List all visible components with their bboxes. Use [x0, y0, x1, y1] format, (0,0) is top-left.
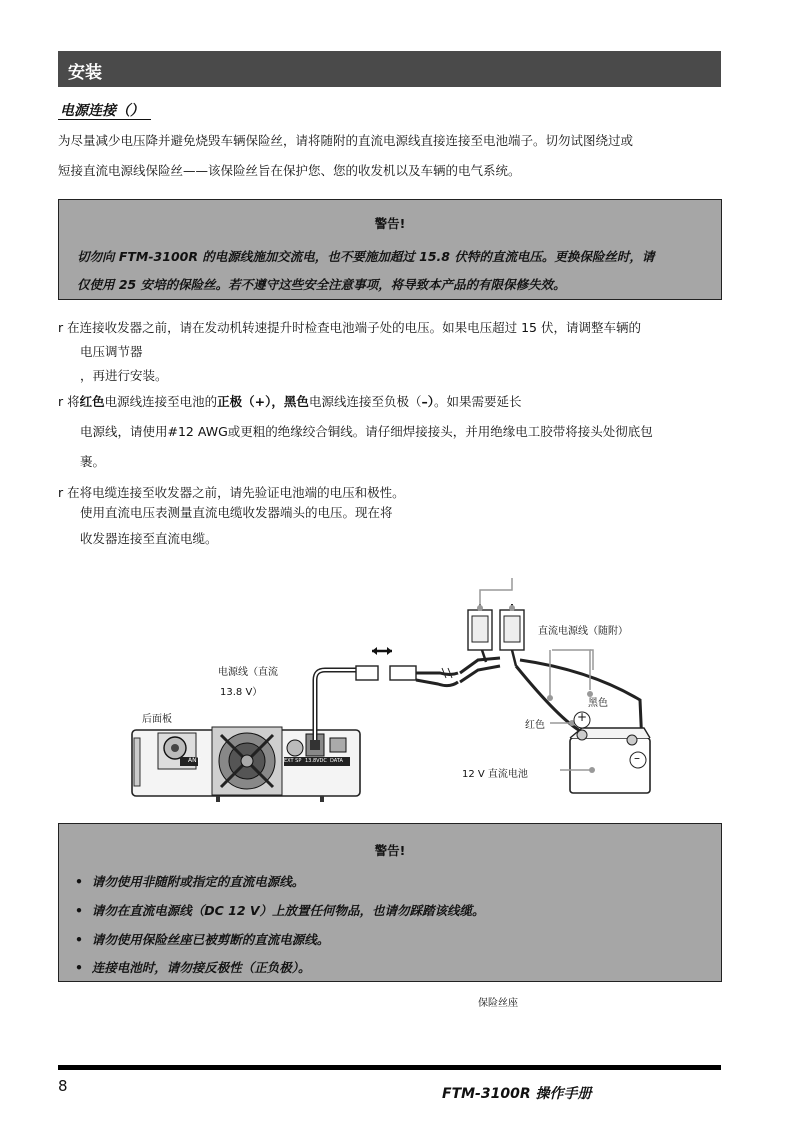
- step-2-marker: r: [58, 394, 64, 409]
- section-title: 安装: [68, 63, 102, 83]
- label-black: 黑色: [588, 698, 608, 709]
- warning-2-bullet-1: [75, 872, 304, 890]
- step-3: [58, 483, 728, 549]
- step-2-text-c: 电源线连接至负极（: [308, 394, 422, 409]
- fuse-holder-label: 保险丝座: [478, 998, 518, 1009]
- step-2-positive: 正极（+）: [217, 394, 272, 409]
- warning-2-bullet-1-text: 请勿使用非随附或指定的直流电源线。: [91, 874, 305, 889]
- intro-paragraph: [58, 131, 728, 181]
- bullet-mark: •: [75, 932, 83, 947]
- warning-1-line-1: 切勿向 FTM-3100R 的电源线施加交流电，也不要施加超过 15.8 伏特的直流电压。更换保险丝时，请: [77, 249, 655, 264]
- label-power-cable-1: 电源线（直流: [218, 667, 278, 678]
- label-minus: –: [634, 751, 640, 765]
- label-port-data: DATA: [330, 758, 343, 764]
- label-power-cable-2: 13.8 V）: [220, 687, 263, 698]
- warning-2-bullet-2-text: 请勿在直流电源线（DC 12 V）上放置任何物品，也请勿踩踏该线缆。: [91, 903, 485, 918]
- bullet-mark: •: [75, 903, 83, 918]
- label-port-ant: ANT: [188, 757, 201, 764]
- step-2-red: 红色: [79, 394, 105, 409]
- step-2-text-d: 。如果需要延长: [433, 394, 522, 409]
- warning-1-title: 警告!: [374, 216, 406, 231]
- label-port-ext-sp: EXT SP: [284, 758, 302, 764]
- intro-line-1: 为尽量减少电压降并避免烧毁车辆保险丝，请将随附的直流电源线直接连接至电池端子。切勿试图绕过或: [58, 133, 634, 148]
- bullet-mark: •: [75, 960, 83, 975]
- warning-2-bullet-3-text: 请勿使用保险丝座已被剪断的直流电源线。: [91, 932, 330, 947]
- step-2-line-2: 电源线，请使用#12 AWG或更粗的绝缘绞合铜线。请仔细焊接接头，并用绝缘电工胶带将接头处彻底包: [80, 424, 653, 439]
- step-2-negative: –）: [421, 394, 434, 409]
- step-1-line-2: 电压调节器: [80, 344, 143, 359]
- step-2-black: 黑色: [283, 394, 309, 409]
- connection-diagram-svg: [120, 570, 680, 805]
- step-3-line-2: 使用直流电压表测量直流电缆收发器端头的电压。现在将: [80, 505, 393, 520]
- step-2: [58, 392, 738, 472]
- bullet-mark: •: [75, 874, 83, 889]
- step-1-marker: r: [58, 320, 64, 335]
- step-3-marker: r: [58, 485, 64, 500]
- power-cable: [315, 647, 500, 740]
- subtitle-underline: [58, 119, 151, 120]
- step-2-text-b: 电源线连接至电池的: [104, 394, 218, 409]
- warning-2-bullet-3: [75, 930, 329, 948]
- step-1-line-3: ，再进行安装。: [80, 368, 168, 383]
- warning-box-1: [58, 199, 722, 300]
- warning-2-bullet-4-text: 连接电池时，请勿接反极性（正负极）。: [91, 960, 311, 975]
- step-1-line-1: 在连接收发器之前，请在发动机转速提升时检查电池端子处的电压。如果电压超过 15 伏，请调整车辆的: [67, 320, 641, 335]
- step-2-text-a: 将: [67, 394, 80, 409]
- label-dc-cable: 直流电源线（随附）: [538, 626, 628, 637]
- step-2-comma: ，: [271, 394, 284, 409]
- fuse-holders: [468, 578, 524, 666]
- subsection-title: 电源连接（）: [60, 103, 144, 119]
- section-header-bar: [58, 51, 721, 87]
- step-3-line-1: 在将电缆连接至收发器之前，请先验证电池端的电压和极性。: [67, 485, 405, 500]
- label-plus: +: [577, 710, 588, 724]
- warning-2-title: 警告!: [374, 843, 406, 858]
- label-red: 红色: [525, 720, 545, 731]
- footer-rule: [58, 1065, 721, 1070]
- step-1: [58, 318, 728, 386]
- manual-title: FTM-3100R 操作手册: [442, 1086, 592, 1102]
- warning-2-bullet-2: [75, 901, 485, 919]
- warning-2-bullet-4: [75, 958, 310, 976]
- page-number: 8: [58, 1077, 68, 1095]
- warning-box-2: [58, 823, 722, 982]
- label-battery: 12 V 直流电池: [462, 769, 528, 780]
- intro-line-2: 短接直流电源线保险丝——该保险丝旨在保护您、您的收发机以及车辆的电气系统。: [58, 163, 521, 178]
- radio-rear-panel: [132, 727, 360, 802]
- connection-diagram: [120, 570, 680, 805]
- step-2-line-3: 裹。: [80, 454, 106, 469]
- step-3-line-3: 收发器连接至直流电缆。: [80, 531, 218, 546]
- label-port-13v: 13.8VDC: [305, 758, 327, 764]
- warning-1-line-2: 仅使用 25 安培的保险丝。若不遵守这些安全注意事项，将导致本产品的有限保修失效。: [77, 277, 566, 292]
- label-rear-panel: 后面板: [142, 714, 172, 725]
